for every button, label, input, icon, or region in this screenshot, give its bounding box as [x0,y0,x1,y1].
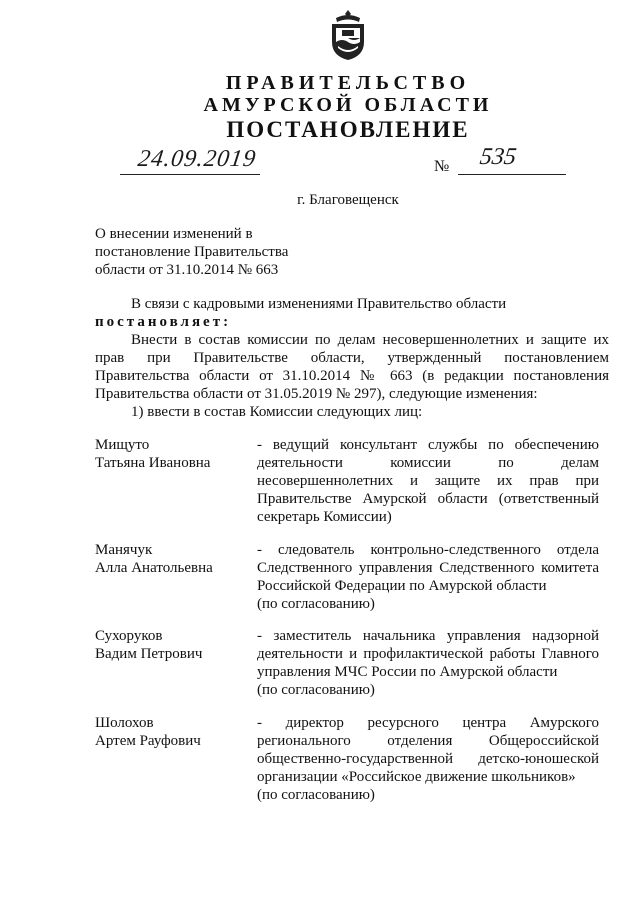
paragraph-line: Правительства области от 31.05.2019 № 297), следующие изменения: [95,386,538,402]
description-line: управления МЧС России по Амурской области [257,664,558,680]
intro-paragraph: В связи с кадровыми изменениями Правительство области [131,296,507,312]
list-item-heading: 1) ввести в состав Комиссии следующих лиц: [131,404,423,420]
description-line: Российской Федерации по Амурской области [257,578,547,594]
member-surname: Шолохов [95,715,154,731]
description-line: Следственного управления Следственного комитета [257,560,599,576]
description-line: регионального отделения Общероссийской [257,733,599,749]
paragraph-line: Правительства области от 31.10.2014 № 663 (в редакции постановления [95,368,609,384]
paragraph-line: Внести в состав комиссии по делам несовершеннолетних и защите их [131,332,609,348]
description-line: (по согласованию) [257,787,375,803]
member-description [257,436,599,526]
description-line: Правительстве Амурской области (ответственный [257,491,599,507]
description-line: деятельности и профилактической работы Главного [257,646,599,662]
description-line: - директор ресурсного центра Амурского [257,715,599,731]
description-line: - заместитель начальника управления надзорной [257,628,599,644]
member-name [95,627,202,663]
date-underline [120,174,260,175]
handwritten-date: 24.09.2019 [136,146,258,172]
description-line: (по согласованию) [257,682,375,698]
handwritten-number: 535 [478,144,518,170]
description-line: деятельности комиссии по делам [257,455,599,471]
subject-line: постановление Правительства [95,244,289,260]
subject-line: области от 31.10.2014 № 663 [95,262,279,278]
document-type-title: ПОСТАНОВЛЕНИЕ [226,117,470,142]
description-line: несовершеннолетних и защите их прав при [257,473,599,489]
description-line: - следователь контрольно-следственного отдела [257,542,599,558]
description-line: секретарь Комиссии) [257,509,392,525]
gov-title-line2: АМУРСКОЙ ОБЛАСТИ [203,94,493,116]
coat-of-arms-emblem [328,8,368,62]
city-line: г. Благовещенск [297,192,399,208]
member-description [257,714,599,804]
member-surname: Сухоруков [95,628,163,644]
document-subject [95,225,288,279]
member-given-names: Артем Рауфович [95,733,201,749]
member-given-names: Алла Анатольевна [95,560,213,576]
member-name [95,714,201,750]
member-description [257,627,599,699]
description-line: (по согласованию) [257,596,375,612]
subject-line: О внесении изменений в [95,226,253,242]
description-line: организации «Российское движение школьников» [257,769,576,785]
description-line: - ведущий консультант службы по обеспечению [257,437,599,453]
member-given-names: Татьяна Ивановна [95,455,211,471]
decree-word: постановляет: [95,314,232,330]
paragraph-line: прав при Правительстве области, утвержденный постановлением [95,350,609,366]
member-name [95,541,213,577]
number-sign: № [434,158,450,175]
member-description [257,541,599,613]
member-surname: Мищуто [95,437,150,453]
gov-title-line1: ПРАВИТЕЛЬСТВО [225,72,471,94]
description-line: общественно-государственной детско-юношеской [257,751,599,767]
member-given-names: Вадим Петрович [95,646,203,662]
number-underline [458,174,566,175]
member-name [95,436,210,472]
member-surname: Манячук [95,542,153,558]
